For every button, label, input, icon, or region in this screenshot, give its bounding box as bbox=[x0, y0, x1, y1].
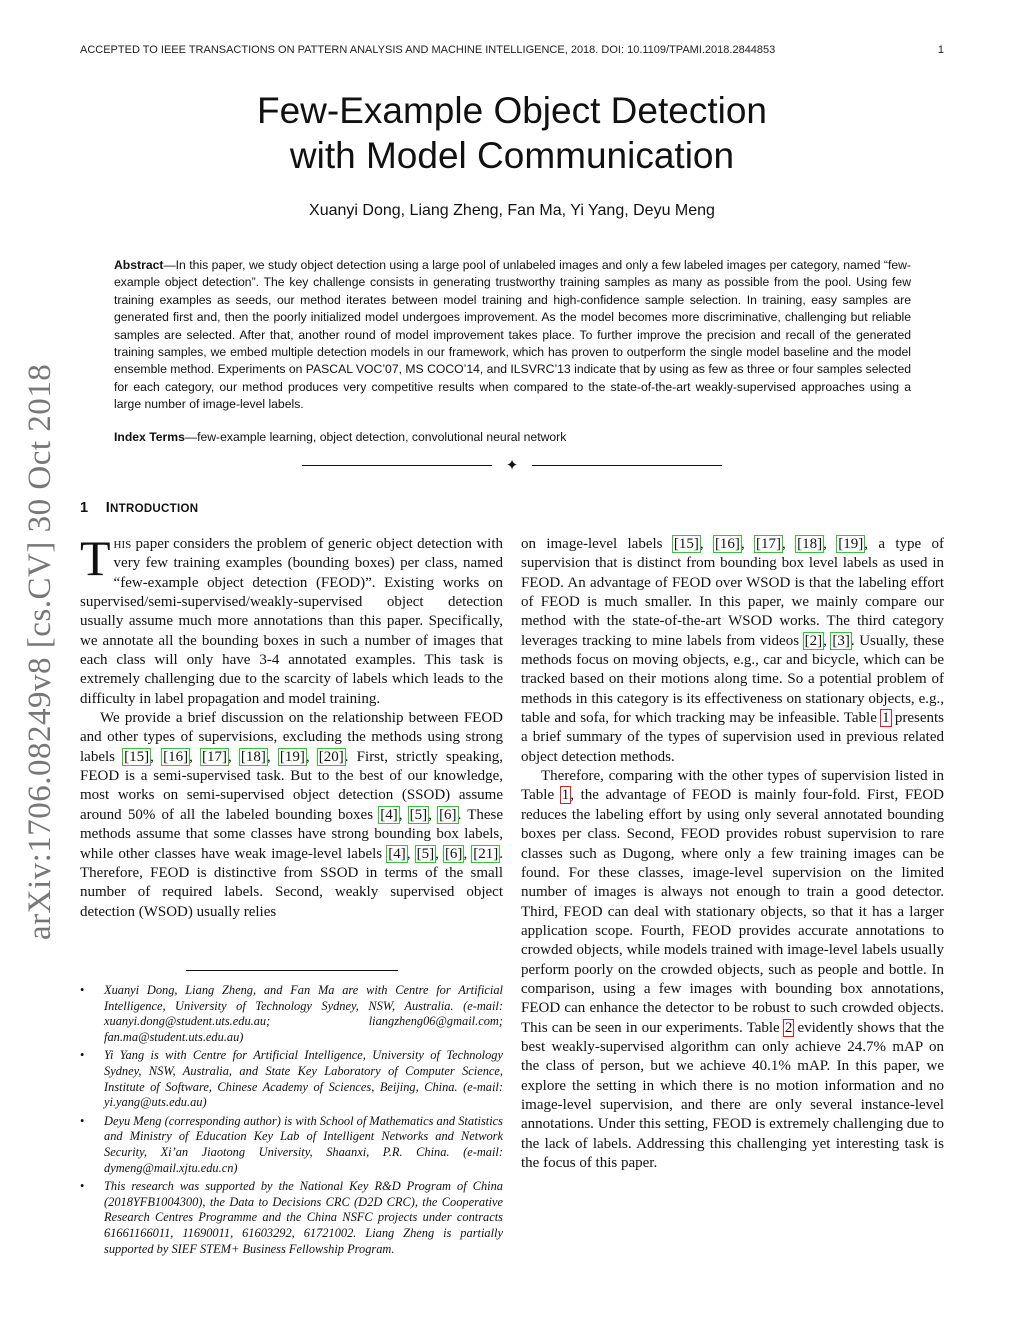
divider-line-left bbox=[302, 465, 492, 466]
abstract-label: Abstract bbox=[114, 258, 164, 272]
paper-title bbox=[110, 88, 914, 178]
footnote-rule bbox=[186, 970, 398, 971]
paragraph-text: paper considers the problem of generic object detection with very few training examples (bounding boxes) per class, named “few-example object detection (FEOD)”. Existing works on supervised/semi-supervised/weakly-supervised object detection usually assume much more annotations than this paper. Specifically, we annotate all the bounding boxes in such a number of images that each class will only have 3-4 annotated examples. This task is extremely challenging due to the scarcity of labels which leads to the difficulty in label propagation and model training. bbox=[80, 536, 503, 707]
abstract bbox=[114, 257, 911, 414]
table-link[interactable]: 1 bbox=[561, 787, 570, 804]
citation-link[interactable]: [5] bbox=[416, 845, 435, 862]
author-list: Xuanyi Dong, Liang Zheng, Fan Ma, Yi Yang, Deyu Meng bbox=[309, 202, 715, 219]
citation-link[interactable]: [15] bbox=[124, 748, 150, 765]
table-link[interactable]: 2 bbox=[784, 1019, 793, 1036]
intro-paragraph-4 bbox=[521, 767, 944, 1173]
divider-star-icon: ✦ bbox=[505, 458, 519, 474]
citation-link[interactable]: [17] bbox=[756, 536, 782, 552]
paragraph-text: . First, strictly speaking, FEOD is a semi-supervised task. But to the best of our knowledge, most works on semi-supervised object detection (SSOD) assume around 50% of all the labeled bounding boxes bbox=[80, 748, 504, 823]
paragraph-text: . These methods assume that some classes have strong bounding box labels, while other classes have weak image-level labels bbox=[80, 806, 504, 862]
citation-link[interactable]: [19] bbox=[838, 536, 864, 552]
citation-link[interactable]: [18] bbox=[797, 536, 823, 552]
abstract-text: —In this paper, we study object detection using a large pool of unlabeled images and only a few labeled images per category, named “few-example object detection”. The key challenge consists in generating trustworthy training samples as many as possible from the pool. Using few training examples as seeds, our method iterates between model training and high-confidence sample selection. In training, easy samples are generated first and, then the poorly initialized model undergoes improvement. As the model becomes more discriminative, challenging but reliable samples are selected. After that, another round of model improvement takes place. To further improve the precision and recall of the generated training samples, we embed multiple detection models in our framework, which has proven to outperform the single model baseline and the model ensemble method. Experiments on PASCAL VOC’07, MS COCO’14, and ILSVRC’13 indicate that by using as few as three or four samples selected for each category, our method produces very competitive results when compared to the state-of-the-art weakly-supervised approaches using a large number of image-level labels. bbox=[114, 258, 911, 412]
citation-link[interactable]: [18] bbox=[240, 748, 266, 765]
section-title-initial: I bbox=[105, 500, 111, 516]
paragraph-text: , a type of supervision that is distinct from bounding box level labels as used in FEOD. An advantage of FEOD over WSOD is that the labeling effort of FEOD is much smaller. In this paper, we mainly compare our method with the state-of-the-art WSOD works. The third category leverages tracking to mine labels from videos bbox=[521, 536, 945, 649]
intro-paragraph-2: We provide a brief discussion on the relationship between FEOD and other types of supervisions, excluding the methods using strong labels [15], [16], [17], [18], [19], [20]. First, strictly speaking, FEOD is a semi-supervised task. But to the best of our knowledge, most works on semi-supervised object detection (SSOD) assume around 50% of all the labeled bounding boxes [4], [5], [6]. These methods assume that some classes have strong bounding box labels, while other classes have weak image-level labels [4], [5], [6], [21]. Therefore, FEOD is distinctive from SSOD in terms of the small number of required labels. Second, weakly supervised object detection (WSOD) usually relies bbox=[80, 710, 504, 920]
citation-link[interactable]: [17] bbox=[202, 748, 227, 765]
left-column bbox=[80, 530, 504, 922]
citation-link[interactable]: [3] bbox=[832, 632, 850, 649]
citation-link[interactable]: [21] bbox=[473, 845, 499, 862]
citation-link[interactable]: [15] bbox=[673, 536, 699, 552]
section-divider bbox=[302, 458, 722, 472]
footnote-item bbox=[80, 1114, 503, 1176]
paragraph-text: evidently shows that the best weakly-supervised algorithm can only achieve 24.7% mAP on the class of person, but we achieve 40.1% mAP. In this paper, we explore the setting in which there is no motion information and no image-level supervision, and there are only several instance-level annotations. Under this setting, FEOD is extremely challenging due to the lack of labels. Addressing this challenging yet interesting task is the focus of this paper. bbox=[521, 1019, 944, 1171]
footnote-text: Yi Yang is with Centre for Artificial Intelligence, University of Technology Sydney, NSW, Australia, and State Key Laboratory of Computer Science, Institute of Software, Chinese Academy of Sciences, Beijing, China. (e-mail: yi.yang@uts.edu.au) bbox=[104, 1048, 503, 1110]
paragraph-text: We provide a brief discussion on the relationship between FEOD and other types of supervisions, excluding the methods using strong labels bbox=[80, 710, 503, 765]
citation-link[interactable]: [5] bbox=[409, 806, 428, 823]
index-terms bbox=[114, 429, 911, 446]
footnote-item bbox=[80, 1048, 503, 1110]
drop-cap: T bbox=[80, 530, 111, 586]
smallcaps-lead: his bbox=[113, 536, 132, 552]
table-link[interactable]: 1 bbox=[882, 710, 890, 727]
footnote-text: This research was supported by the National Key R&D Program of China (2018YFB1004300), the Data to Decisions CRC (D2D CRC), the Cooperative Research Centres Programme and the China NSFC projects under contracts 61661166011, 11690011, 61603292, 61721002. Liang Zheng is partially supported by SIEF STEM+ Business Fellowship Program. bbox=[104, 1179, 503, 1256]
bullet-icon: • bbox=[80, 983, 85, 997]
intro-paragraph-3: on image-level labels [15], [16], [17], [18], [19], a type of supervision that is distinct from bounding box level labels as used in FEOD. An advantage of FEOD over WSOD is that the labeling effort of FEOD is much smaller. In this paper, we mainly compare our method with the state-of-the-art WSOD works. The third category leverages tracking to mine labels from videos [2], [3]. Usually, these methods focus on moving objects, e.g., car and bicycle, which can be tracked based on their motions along time. So a potential problem of methods in this category is its effectiveness on stationary objects, e.g., table and sofa, for which tracking may be infeasible. Table 1 presents a brief summary of the types of supervision used in previous related object detection methods. bbox=[521, 536, 945, 765]
citation-link[interactable]: [4] bbox=[388, 845, 406, 862]
citation-link[interactable]: [6] bbox=[444, 845, 463, 862]
footnote-item bbox=[80, 983, 503, 1045]
citation-link[interactable]: [16] bbox=[714, 536, 740, 552]
intro-paragraph-1 bbox=[80, 530, 503, 709]
paragraph-text: presents a brief summary of the types of supervision used in previous related object detection methods. bbox=[521, 710, 945, 765]
footnote-item bbox=[80, 1179, 503, 1257]
section-heading bbox=[80, 500, 198, 516]
index-terms-text: —few-example learning, object detection, convolutional neural network bbox=[184, 430, 567, 444]
citation-link[interactable]: [4] bbox=[380, 806, 398, 823]
citation-link[interactable]: [19] bbox=[279, 748, 305, 765]
paragraph-text: on image-level labels bbox=[521, 536, 673, 552]
citation-link[interactable]: [2] bbox=[804, 632, 823, 649]
right-column bbox=[521, 535, 944, 1173]
footnote-text: Deyu Meng (corresponding author) is with School of Mathematics and Statistics and Ministry of Education Key Lab of Intelligent Networks and Network Security, Xi’an Jiaotong University, Shaanxi, P.R. China. (e-mail: dymeng@mail.xjtu.edu.cn) bbox=[104, 1113, 503, 1175]
bullet-icon: • bbox=[80, 1048, 85, 1063]
citation-link[interactable]: [16] bbox=[163, 748, 189, 765]
running-head: ACCEPTED TO IEEE TRANSACTIONS ON PATTERN ANALYSIS AND MACHINE INTELLIGENCE, 2018. DOI: 10.1109/TPAMI.2018.2844853 bbox=[80, 44, 776, 56]
arxiv-stamp: arXiv:1706.08249v8 [cs.CV] 30 Oct 2018 bbox=[22, 363, 58, 940]
section-title-rest: NTRODUCTION bbox=[110, 503, 199, 515]
page-number: 1 bbox=[937, 44, 944, 56]
paragraph-text: , the advantage of FEOD is mainly four-fold. First, FEOD reduces the labeling effort by using only several annotated bounding boxes per class. Second, FEOD provides robust supervision to rare classes such as Dugong, where only a few training images can be found. For these classes, image-level supervision on the limited number of images is always not enough to train a good detector. Third, FEOD can deal with stationary objects, so that it has a larger application scope. Fourth, FEOD provides accurate annotations to crowded objects, while models trained with image-level labels usually perform poorly on the crowded objects, such as people and bottle. In comparison, using a few images with bounding box annotations, FEOD can enhance the detector to be robust to such crowded objects. This can be seen in our experiments. Table bbox=[521, 787, 944, 1036]
title-line-1: Few-Example Object Detection bbox=[257, 90, 767, 131]
bullet-icon: • bbox=[80, 1113, 85, 1128]
citation-link[interactable]: [6] bbox=[439, 806, 457, 823]
section-number: 1 bbox=[80, 500, 89, 516]
index-terms-label: Index Terms bbox=[114, 430, 185, 444]
footnote-text: Xuanyi Dong, Liang Zheng, and Fan Ma are with Centre for Artificial Intelligence, University of Technology Sydney, NSW, Australia. (e-mail: xuanyi.dong@student.uts.edu.au; liangzheng06@gmail.com; fan.ma@student.uts.edu.au) bbox=[104, 983, 503, 1044]
paragraph-text: . Usually, these methods focus on moving objects, e.g., car and bicycle, which can be tracked based on their motions along time. So a potential problem of methods in this category is its effectiveness on stationary objects, e.g., table and sofa, for which tracking may be infeasible. Table bbox=[521, 632, 945, 727]
paragraph-text: Therefore, comparing with the other types of supervision listed in Table bbox=[521, 768, 944, 804]
title-line-2: with Model Communication bbox=[289, 135, 735, 176]
citation-link[interactable]: [20] bbox=[318, 748, 344, 765]
footnotes bbox=[80, 983, 503, 1260]
divider-line-right bbox=[532, 465, 722, 466]
bullet-icon: • bbox=[80, 1179, 85, 1194]
paragraph-text: . Therefore, FEOD is distinctive from SSOD in terms of the small number of required labels. Second, weakly supervised object detection (WSOD) usually relies bbox=[80, 845, 504, 920]
